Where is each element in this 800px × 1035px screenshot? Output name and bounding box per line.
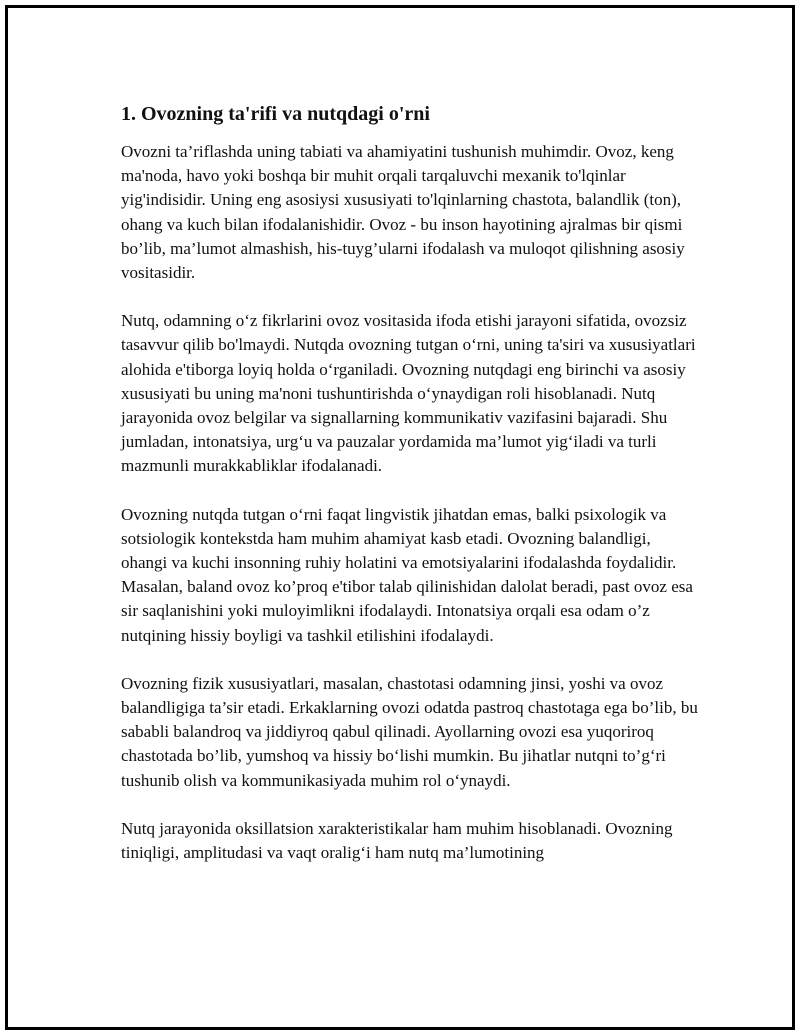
paragraph-3: Ovozning nutqda tutgan o‘rni faqat lingvistik jihatdan emas, balki psixologik va sotsiologik kontekstda ham muhim ahamiyat kasb etadi. Ovozning balandligi, ohangi va kuchi insonning ruhiy holatini va emotsiyalarini ifodalashda foydalidir. Masalan, baland ovoz ko’proq e'tibor talab qilinishidan dalolat beradi, past ovoz esa sir saqlanishini yoki muloyimlikni ifodalaydi. Intonatsiya orqali esa odam o’z nutqining hissiy boyligi va tashkil etilishini ifodalaydi. (121, 504, 693, 645)
document-body (121, 100, 701, 865)
page-frame (5, 5, 795, 1030)
paragraph-2: Nutq, odamning o‘z fikrlarini ovoz vositasida ifoda etishi jarayoni sifatida, ovozsiz tasavvur qilib bo'lmaydi. Nutqda ovozning tutgan o‘rni, uning ta'siri va xususiyatlari alohida e'tiborga loyiq holda o‘rganiladi. Ovozning nutqdagi eng birinchi va asosiy xususiyati bu uning ma'noni tushuntirishda o‘ynaydigan roli hisoblanadi. Nutq jarayonida ovoz belgilar va signallarning kommunikativ vazifasini bajaradi. Shu jumladan, intonatsiya, urg‘u va pauzalar yordamida ma’lumot yig‘iladi va turli mazmunli murakkabliklar ifodalanadi. (121, 311, 696, 476)
paragraph-4: Ovozning fizik xususiyatlari, masalan, chastotasi odamning jinsi, yoshi va ovoz balandligiga ta’sir etadi. Erkaklarning ovozi odatda pastroq chastotaga ega bo’lib, bu sababli balandroq va jiddiyroq qabul qilinadi. Ayollarning ovozi esa yuqoriroq chastotada bo’lib, yumshoq va hissiy bo‘lishi mumkin. Bu jihatlar nutqni to’g‘ri tushunib olish va kommunikasiyada muhim rol o‘ynaydi. (121, 673, 698, 790)
paragraph-1: Ovozni ta’riflashda uning tabiati va ahamiyatini tushunish muhimdir. Ovoz, keng ma'noda, havo yoki boshqa bir muhit orqali tarqaluvchi mexanik to'lqinlar yig'indisidir. Uning eng asosiysi xususiyati to'lqinlarning chastota, balandlik (ton), ohang va kuch bilan ifodalanishidir. Ovoz - bu inson hayotining ajralmas bir qismi bo’lib, ma’lumot almashish, his-tuyg’ularni ifodalash va muloqot qilishning asosiy vositasidir. (121, 142, 685, 283)
paragraph-5: Nutq jarayonida oksillatsion xarakteristikalar ham muhim hisoblanadi. Ovozning tiniqligi, amplitudasi va vaqt oralig‘i ham nutq ma’lumotining (121, 818, 673, 863)
section-heading: 1. Ovozning ta'rifi va nutqdagi o'rni (121, 103, 430, 125)
